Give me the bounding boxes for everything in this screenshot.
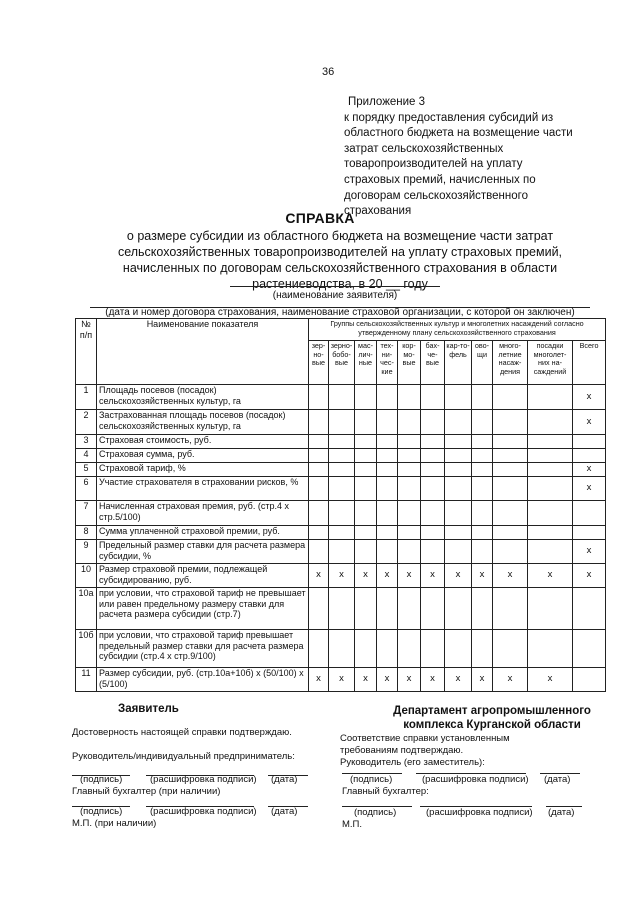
subtitle-line: начисленных по договорам сельскохозяйственного страхования в области	[122, 261, 558, 275]
caption-sign: (подпись)	[350, 774, 393, 785]
value-cell	[421, 410, 445, 435]
value-cell	[493, 385, 528, 410]
row-number: 11	[76, 668, 97, 692]
value-cell	[445, 449, 472, 463]
caption-decode: (расшифровка подписи)	[422, 774, 529, 785]
value-cell	[445, 385, 472, 410]
value-cell	[573, 501, 606, 526]
row-number: 7	[76, 501, 97, 526]
table-row	[76, 449, 606, 463]
value-cell	[421, 463, 445, 477]
caption-date: (дата)	[271, 806, 298, 817]
caption-date: (дата)	[548, 807, 575, 818]
appendix-line: договорам сельскохозяйственного	[344, 189, 528, 202]
value-cell	[377, 410, 398, 435]
row-indicator: Страховой тариф, %	[97, 463, 309, 477]
value-cell: x	[445, 564, 472, 588]
subheader-cell: зер-но-вые	[309, 341, 329, 385]
value-cell	[329, 463, 355, 477]
value-cell	[445, 526, 472, 540]
value-cell	[398, 526, 421, 540]
caption-date: (дата)	[544, 774, 571, 785]
row-indicator: при условии, что страховой тариф не превышает или равен предельному размеру ставки для расчета размера субсидии (стр.7)	[97, 588, 309, 630]
value-cell	[398, 477, 421, 501]
value-cell	[472, 385, 493, 410]
applicant-name-line	[230, 286, 440, 287]
value-cell: x	[573, 463, 606, 477]
value-cell	[493, 477, 528, 501]
value-cell	[329, 477, 355, 501]
confirm-line: Соответствие справки установленным	[340, 733, 510, 744]
value-cell: x	[472, 668, 493, 692]
value-cell	[493, 540, 528, 564]
row-indicator: Начисленная страховая премия, руб. (стр.4 х стр.5/100)	[97, 501, 309, 526]
value-cell	[445, 435, 472, 449]
value-cell	[355, 526, 377, 540]
subheader-cell: кор-мо-вые	[398, 341, 421, 385]
appendix-line: страхования	[344, 205, 412, 218]
value-cell: x	[398, 668, 421, 692]
value-cell	[493, 526, 528, 540]
value-cell	[398, 540, 421, 564]
value-cell	[472, 463, 493, 477]
subtitle-line: о размере субсидии из областного бюджета на возмещение части затрат	[126, 229, 554, 243]
value-cell	[329, 435, 355, 449]
value-cell	[573, 435, 606, 449]
value-cell	[329, 526, 355, 540]
row-number: 4	[76, 449, 97, 463]
header-indicator: Наименование показателя	[97, 319, 309, 385]
value-cell	[309, 435, 329, 449]
value-cell	[355, 435, 377, 449]
appendix-line: областного бюджета на возмещение части	[344, 127, 573, 140]
value-cell	[398, 588, 421, 630]
value-cell: x	[445, 668, 472, 692]
row-indicator: Сумма уплаченной страховой премии, руб.	[97, 526, 309, 540]
value-cell	[377, 540, 398, 564]
value-cell	[445, 477, 472, 501]
value-cell: x	[528, 668, 573, 692]
value-cell: x	[493, 668, 528, 692]
applicant-heading: Заявитель	[118, 703, 179, 715]
value-cell: x	[309, 564, 329, 588]
value-cell	[445, 630, 472, 668]
value-cell	[329, 385, 355, 410]
row-number: 10	[76, 564, 97, 588]
table-row	[76, 668, 606, 692]
table-row	[76, 526, 606, 540]
subheader-cell: мас-лич-ные	[355, 341, 377, 385]
value-cell	[355, 540, 377, 564]
value-cell: x	[573, 410, 606, 435]
appendix-title: Приложение 3	[348, 96, 426, 108]
subheader-cell: тех-ни-чес-кие	[377, 341, 398, 385]
value-cell	[329, 501, 355, 526]
value-cell	[421, 385, 445, 410]
value-cell	[355, 449, 377, 463]
value-cell	[528, 526, 573, 540]
value-cell	[472, 435, 493, 449]
value-cell	[493, 588, 528, 630]
value-cell	[309, 540, 329, 564]
row-indicator: Страховая стоимость, руб.	[97, 435, 309, 449]
value-cell	[377, 435, 398, 449]
value-cell	[377, 630, 398, 668]
value-cell	[528, 385, 573, 410]
table-row	[76, 385, 606, 410]
value-cell	[445, 501, 472, 526]
value-cell	[472, 410, 493, 435]
value-cell	[355, 385, 377, 410]
appendix-line: к порядку предоставления субсидий из	[344, 111, 554, 124]
subtitle-line: сельскохозяйственных товаропроизводителей на уплату страховых премий,	[117, 245, 563, 259]
value-cell	[493, 501, 528, 526]
document-subtitle	[100, 228, 580, 292]
value-cell	[421, 477, 445, 501]
subheader-cell: Всего	[573, 341, 606, 385]
row-indicator: Площадь посевов (посадок) сельскохозяйственных культур, га	[97, 385, 309, 410]
value-cell: x	[573, 540, 606, 564]
value-cell	[309, 501, 329, 526]
row-number: 2	[76, 410, 97, 435]
value-cell	[493, 410, 528, 435]
row-indicator: Участие страхователя в страховании рисков, %	[97, 477, 309, 501]
value-cell	[573, 630, 606, 668]
value-cell	[377, 526, 398, 540]
subheader-cell: кар-то-фель	[445, 341, 472, 385]
value-cell	[329, 540, 355, 564]
row-indicator: Застрахованная площадь посевов (посадок) сельскохозяйственных культур, га	[97, 410, 309, 435]
appendix-line: затрат сельскохозяйственных	[344, 142, 504, 155]
value-cell: x	[573, 385, 606, 410]
caption-decode: (расшифровка подписи)	[150, 806, 257, 817]
document-title: СПРАВКА	[285, 210, 355, 226]
value-cell	[528, 501, 573, 526]
subtitle-line: растениеводства, в 20 __ году	[252, 277, 428, 291]
value-cell	[377, 463, 398, 477]
value-cell: x	[377, 564, 398, 588]
table-body	[76, 385, 606, 692]
value-cell	[528, 463, 573, 477]
value-cell	[472, 477, 493, 501]
value-cell	[472, 588, 493, 630]
row-indicator: Страховая сумма, руб.	[97, 449, 309, 463]
row-number: 10б	[76, 630, 97, 668]
value-cell	[421, 630, 445, 668]
subheader-cell: зерно-бобо-вые	[329, 341, 355, 385]
applicant-stamp: М.П. (при наличии)	[72, 818, 157, 829]
value-cell	[421, 501, 445, 526]
row-number: 9	[76, 540, 97, 564]
value-cell	[355, 463, 377, 477]
subsidy-table	[75, 318, 606, 692]
value-cell	[309, 588, 329, 630]
value-cell: x	[329, 668, 355, 692]
table-row	[76, 463, 606, 477]
value-cell: x	[472, 564, 493, 588]
caption-sign: (подпись)	[354, 807, 397, 818]
value-cell	[329, 410, 355, 435]
value-cell: x	[421, 564, 445, 588]
value-cell	[472, 449, 493, 463]
value-cell: x	[573, 477, 606, 501]
applicant-confirm: Достоверность настоящей справки подтверждаю.	[72, 727, 292, 738]
value-cell	[445, 540, 472, 564]
value-cell	[472, 501, 493, 526]
value-cell	[421, 526, 445, 540]
value-cell	[377, 385, 398, 410]
value-cell	[398, 410, 421, 435]
value-cell	[355, 477, 377, 501]
table-header	[76, 319, 606, 385]
appendix-note	[344, 95, 624, 220]
value-cell	[329, 449, 355, 463]
table-row	[76, 588, 606, 630]
appendix-line: страховых премий, начисленных по	[344, 173, 536, 186]
applicant-head-role: Руководитель/индивидуальный предприниматель:	[72, 751, 295, 762]
row-indicator: Размер субсидии, руб. (стр.10а+10б) х (50/100) х (5/100)	[97, 668, 309, 692]
value-cell	[528, 630, 573, 668]
subheader-cell: посадки многолет-них на-саждений	[528, 341, 573, 385]
value-cell	[528, 588, 573, 630]
row-number: 10а	[76, 588, 97, 630]
value-cell	[421, 449, 445, 463]
value-cell	[573, 526, 606, 540]
value-cell	[309, 410, 329, 435]
value-cell	[573, 588, 606, 630]
value-cell	[398, 385, 421, 410]
row-indicator: Размер страховой премии, подлежащей субсидированию, руб.	[97, 564, 309, 588]
table-row	[76, 477, 606, 501]
confirm-line: требованиям подтверждаю.	[340, 745, 464, 756]
row-number: 1	[76, 385, 97, 410]
value-cell	[355, 501, 377, 526]
value-cell	[377, 588, 398, 630]
table-row	[76, 435, 606, 449]
value-cell: x	[398, 564, 421, 588]
value-cell	[329, 588, 355, 630]
value-cell	[528, 435, 573, 449]
value-cell	[493, 630, 528, 668]
value-cell: x	[377, 668, 398, 692]
header-num: № п/п	[76, 319, 97, 385]
value-cell	[472, 630, 493, 668]
value-cell	[355, 630, 377, 668]
value-cell: x	[573, 564, 606, 588]
table-row	[76, 501, 606, 526]
value-cell	[421, 540, 445, 564]
value-cell	[398, 463, 421, 477]
value-cell	[309, 449, 329, 463]
table-row	[76, 410, 606, 435]
table-row	[76, 564, 606, 588]
department-confirm	[340, 733, 610, 769]
value-cell	[493, 435, 528, 449]
caption-sign: (подпись)	[80, 774, 123, 785]
value-cell	[472, 540, 493, 564]
value-cell	[377, 501, 398, 526]
value-cell	[398, 630, 421, 668]
value-cell	[309, 630, 329, 668]
subheader-cell: бах-че-вые	[421, 341, 445, 385]
value-cell	[398, 449, 421, 463]
value-cell	[421, 588, 445, 630]
caption-decode: (расшифровка подписи)	[150, 774, 257, 785]
page-number: 36	[322, 66, 335, 78]
value-cell	[445, 588, 472, 630]
table-row	[76, 540, 606, 564]
value-cell: x	[329, 564, 355, 588]
caption-decode: (расшифровка подписи)	[426, 807, 533, 818]
value-cell	[309, 463, 329, 477]
department-stamp: М.П.	[342, 819, 363, 830]
department-head-role: Руководитель (его заместитель):	[340, 757, 485, 768]
value-cell: x	[355, 564, 377, 588]
value-cell	[329, 630, 355, 668]
value-cell: x	[528, 564, 573, 588]
row-number: 6	[76, 477, 97, 501]
table-row	[76, 630, 606, 668]
row-indicator: при условии, что страховой тариф превышает предельный размер ставки для расчета размера субсидии (стр.4 х стр.9/100)	[97, 630, 309, 668]
value-cell	[309, 385, 329, 410]
value-cell	[528, 540, 573, 564]
applicant-accountant-role: Главный бухгалтер (при наличии)	[72, 786, 221, 797]
department-heading: Департамент агропромышленного комплекса Курганской области	[393, 705, 591, 731]
value-cell	[528, 477, 573, 501]
value-cell	[528, 449, 573, 463]
row-number: 5	[76, 463, 97, 477]
header-group: Группы сельскохозяйственных культур и многолетних насаждений согласно утвержденному плану сельскохозяйственного страхования	[309, 319, 606, 341]
value-cell: x	[421, 668, 445, 692]
subheader-cell: много-летние насаж-дения	[493, 341, 528, 385]
value-cell	[398, 501, 421, 526]
value-cell: x	[493, 564, 528, 588]
value-cell	[309, 526, 329, 540]
value-cell	[377, 449, 398, 463]
caption-date: (дата)	[271, 774, 298, 785]
contract-caption: (дата и номер договора страхования, наименование страховой организации, с которой он заключен)	[105, 307, 575, 318]
value-cell	[573, 668, 606, 692]
value-cell	[493, 449, 528, 463]
value-cell	[355, 588, 377, 630]
value-cell: x	[309, 668, 329, 692]
value-cell	[309, 477, 329, 501]
row-indicator: Предельный размер ставки для расчета размера субсидии, %	[97, 540, 309, 564]
value-cell	[445, 463, 472, 477]
value-cell	[398, 435, 421, 449]
appendix-line: товаропроизводителей на уплату	[344, 158, 523, 171]
value-cell	[528, 410, 573, 435]
value-cell	[445, 410, 472, 435]
value-cell	[355, 410, 377, 435]
row-number: 3	[76, 435, 97, 449]
subheader-cell: ово-щи	[472, 341, 493, 385]
value-cell	[493, 463, 528, 477]
value-cell	[472, 526, 493, 540]
value-cell: x	[355, 668, 377, 692]
value-cell	[421, 435, 445, 449]
department-accountant-role: Главный бухгалтер:	[342, 786, 429, 797]
row-number: 8	[76, 526, 97, 540]
value-cell	[573, 449, 606, 463]
applicant-caption: (наименование заявителя)	[272, 290, 398, 301]
caption-sign: (подпись)	[80, 806, 123, 817]
value-cell	[377, 477, 398, 501]
